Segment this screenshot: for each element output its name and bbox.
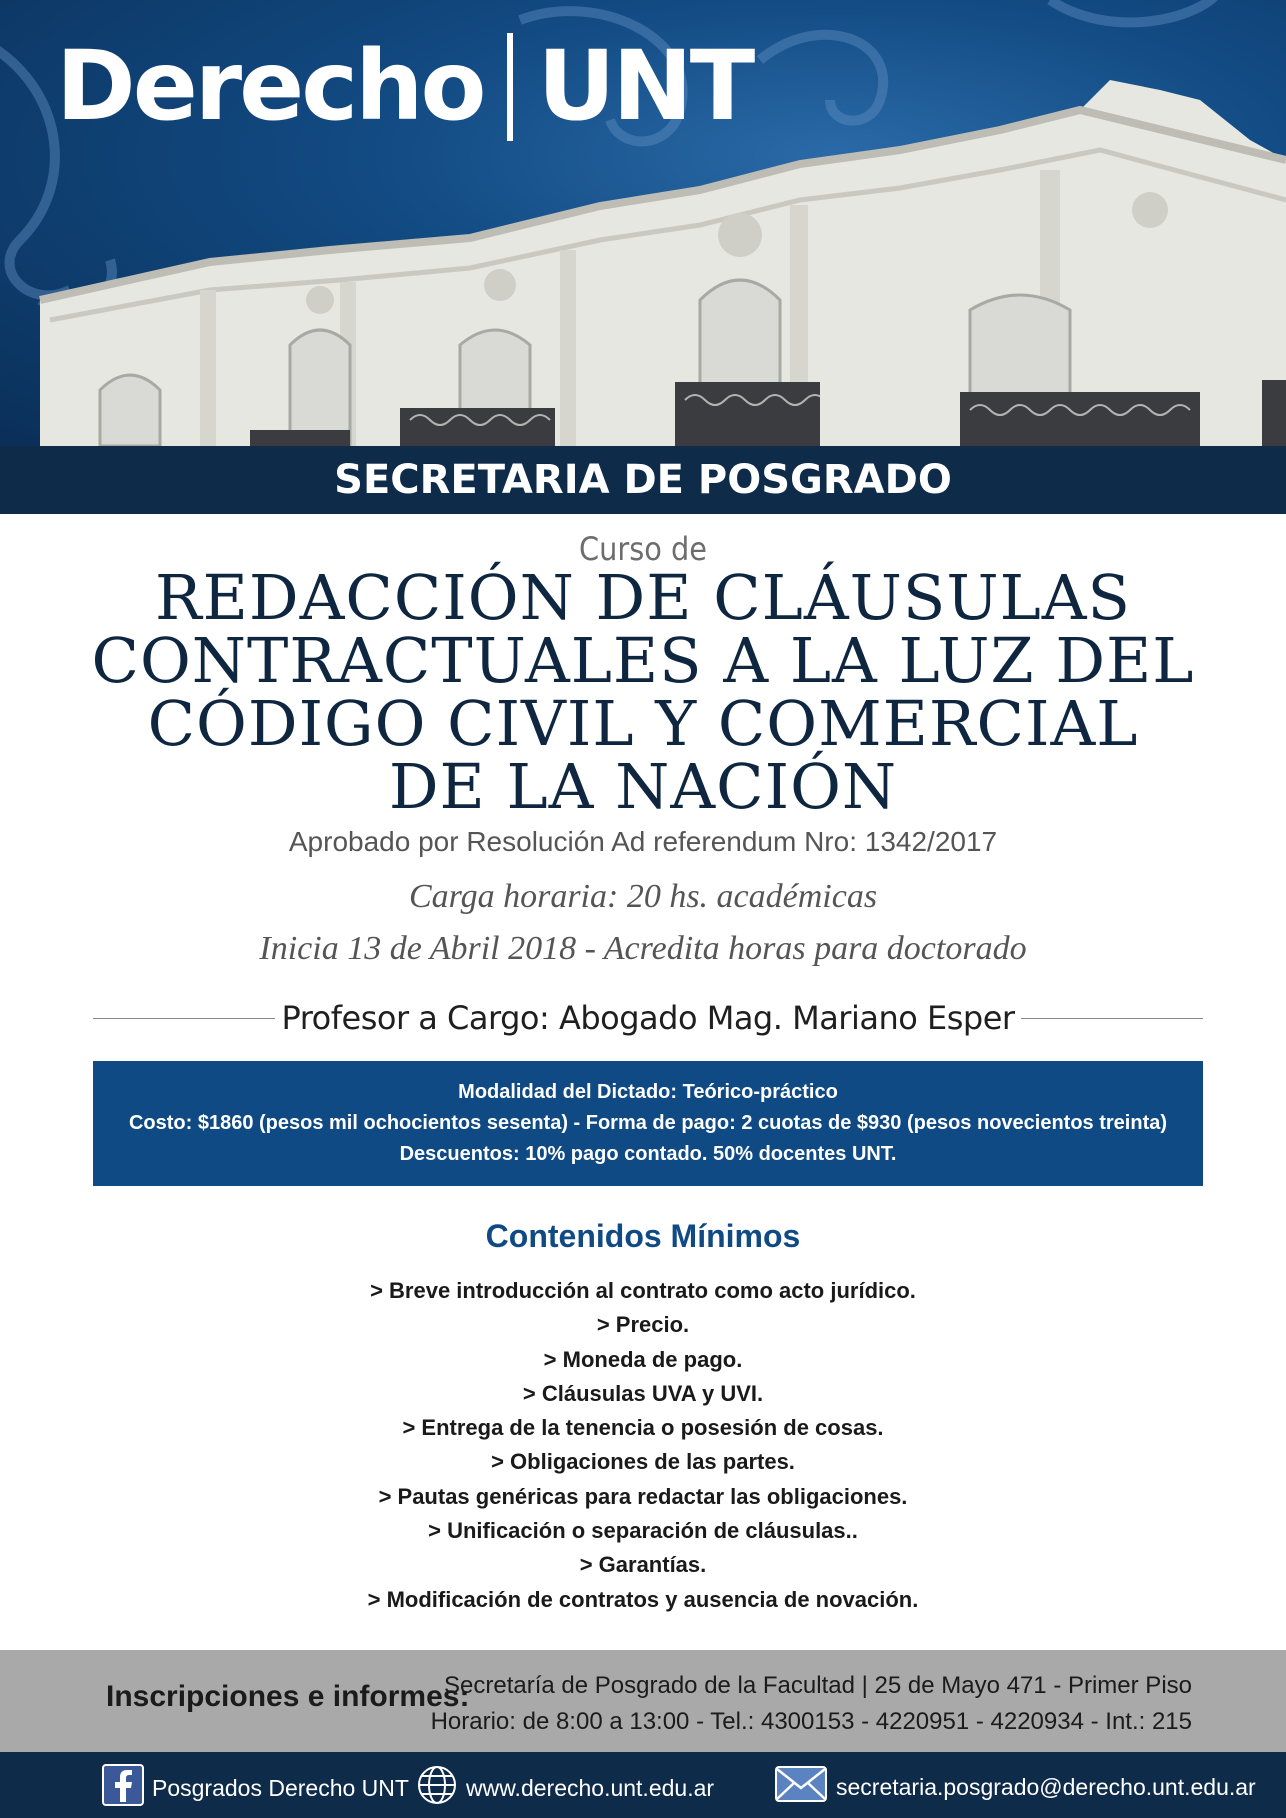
contents-list [0,1274,1286,1617]
list-item: > Garantías. [579,1552,707,1578]
brand-separator [507,33,513,141]
website-link[interactable] [416,1764,714,1812]
address-block [431,1668,1192,1740]
list-item: > Precio. [596,1312,690,1338]
list-item: > Entrega de la tenencia o posesión de cosas. [402,1415,884,1441]
office-hours: Horario: de 8:00 a 13:00 - Tel.: 4300153 - 4220951 - 4220934 - Int.: 215 [430,1708,1192,1735]
course-title [40,561,1246,823]
course-title-line: REDACCIÓN DE CLÁUSULAS [154,561,1132,634]
email-link[interactable] [774,1764,1256,1810]
email-label: secretaria.posgrado@derecho.unt.edu.ar [836,1773,1256,1800]
list-item: > Breve introducción al contrato como acto jurídico. [370,1278,916,1303]
professor-row [93,996,1203,1040]
course-hours: Carga horaria: 20 hs. académicas [408,878,878,915]
envelope-icon [774,1764,828,1810]
registration-label: Inscripciones e informes: [106,1680,470,1713]
course-start: Inicia 13 de Abril 2018 - Acredita horas para doctorado [259,930,1027,967]
brand-left: Derecho [56,30,484,142]
course-title-line: CONTRACTUALES A LA LUZ DEL [91,624,1195,697]
footer-contacts [0,1752,1286,1818]
list-item: > Cláusulas UVA y UVI. [522,1380,764,1406]
globe-icon [416,1764,458,1812]
course-label: Curso de [579,530,707,568]
facebook-label: Posgrados Derecho UNT [152,1774,409,1801]
course-title-line: DE LA NACIÓN [388,750,898,823]
facebook-link[interactable] [102,1764,409,1812]
discounts: Descuentos: 10% pago contado. 50% docentes UNT. [399,1143,897,1165]
modality: Modalidad del Dictado: Teórico-práctico [458,1081,838,1103]
cost: Costo: $1860 (pesos mil ochocientos sesenta) - Forma de pago: 2 cuotas de $930 (pesos novecientos treinta) [128,1112,1168,1134]
course-title-line: CÓDIGO CIVIL Y COMERCIAL [147,687,1139,760]
list-item: > Pautas genéricas para redactar las obligaciones. [378,1483,908,1509]
list-item: > Unificación o separación de cláusulas.. [428,1518,858,1544]
hero-banner [0,0,1286,446]
divider [93,1018,275,1019]
divider [1021,1018,1203,1019]
professor: Profesor a Cargo: Abogado Mag. Mariano Esper [281,999,1015,1037]
website-label: www.derecho.unt.edu.ar [466,1774,715,1801]
contents-title: Contenidos Mínimos [485,1218,801,1254]
brand-logo [56,30,753,147]
list-item: > Modificación de contratos y ausencia de novación. [367,1586,919,1612]
facebook-icon [102,1764,144,1812]
footer-info [0,1650,1286,1752]
brand-right: UNT [537,30,753,142]
list-item: > Moneda de pago. [543,1346,743,1372]
section-heading: SECRETARIA DE POSGRADO [0,446,1286,514]
list-item: > Obligaciones de las partes. [491,1449,795,1475]
address: Secretaría de Posgrado de la Facultad | 25 de Mayo 471 - Primer Piso [444,1672,1192,1699]
info-box [93,1061,1203,1186]
approval-resolution: Aprobado por Resolución Ad referendum Nro: 1342/2017 [288,826,998,857]
